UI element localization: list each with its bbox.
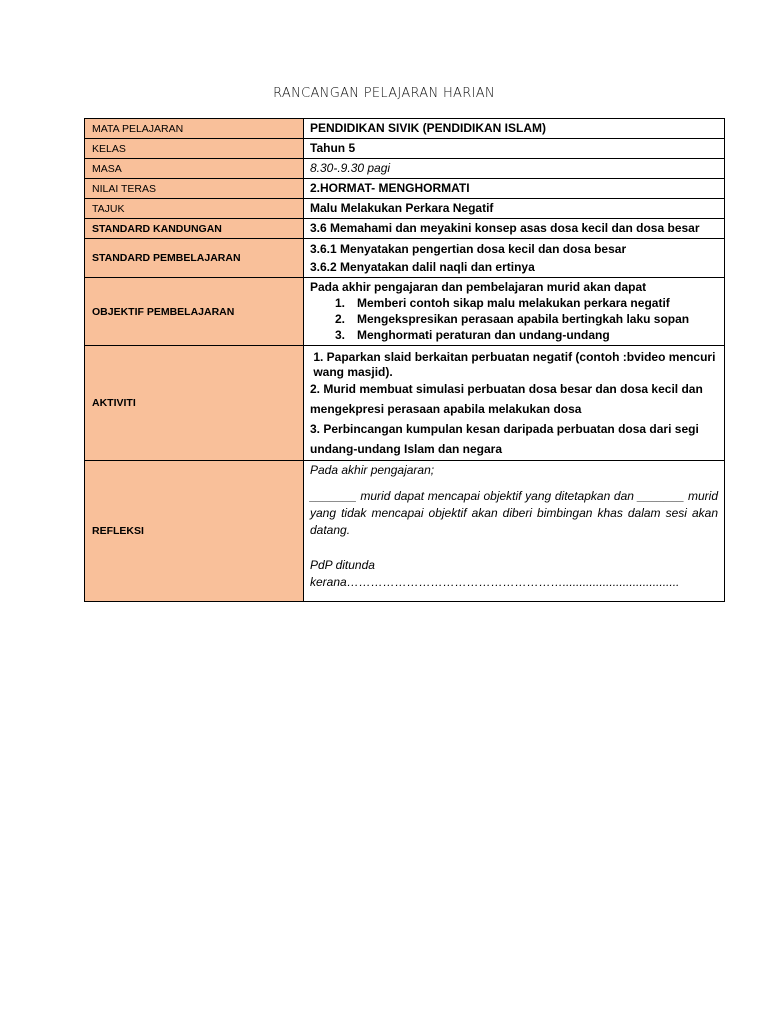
standard-pembelajaran-item: 3.6.2 Menyatakan dalil naqli dan ertinya — [310, 260, 535, 274]
aktiviti-line: 1. Paparkan slaid berkaitan perbuatan negatif (contoh :bvideo mencuri — [310, 350, 716, 364]
lesson-plan-table — [84, 118, 725, 602]
label-tajuk: TAJUK — [85, 199, 304, 219]
value-mata-pelajaran: PENDIDIKAN SIVIK (PENDIDIKAN ISLAM) — [304, 119, 725, 139]
row-standard-pembelajaran — [85, 239, 725, 278]
refleksi-intro: Pada akhir pengajaran; — [310, 463, 435, 477]
label-mata-pelajaran: MATA PELAJARAN — [85, 119, 304, 139]
row-standard-kandungan — [85, 219, 725, 239]
list-item-text: Menghormati peraturan dan undang-undang — [357, 328, 610, 342]
aktiviti-line: mengekpresi perasaan apabila melakukan dosa — [310, 402, 582, 416]
list-item — [335, 327, 718, 343]
value-masa: 8.30-.9.30 pagi — [304, 159, 725, 179]
standard-pembelajaran-item: 3.6.1 Menyatakan pengertian dosa kecil dan dosa besar — [310, 242, 627, 256]
label-masa: MASA — [85, 159, 304, 179]
value-tajuk: Malu Melakukan Perkara Negatif — [304, 199, 725, 219]
row-nilai-teras — [85, 179, 725, 199]
refleksi-pdp: PdP ditunda kerana………………………………………………................................... — [310, 558, 680, 589]
spacer — [310, 539, 718, 557]
value-objektif — [304, 278, 725, 346]
list-item-number: 3. — [335, 328, 346, 342]
objektif-intro: Pada akhir pengajaran dan pembelajaran murid akan dapat — [310, 280, 647, 294]
objektif-list — [310, 295, 718, 343]
row-kelas — [85, 139, 725, 159]
value-aktiviti — [304, 346, 725, 461]
aktiviti-line: wang masjid). — [310, 365, 393, 379]
list-item-text: Mengekspresikan perasaan apabila bertingkah laku sopan — [357, 312, 690, 326]
aktiviti-line: 2. Murid membuat simulasi perbuatan dosa besar dan dosa kecil dan — [310, 382, 703, 396]
page-title: RANCANGAN PELAJARAN HARIAN — [273, 86, 495, 101]
label-objektif: OBJEKTIF PEMBELAJARAN — [85, 278, 304, 346]
label-refleksi: REFLEKSI — [85, 461, 304, 602]
aktiviti-line: undang-undang Islam dan negara — [310, 442, 503, 456]
value-standard-kandungan: 3.6 Memahami dan meyakini konsep asas dosa kecil dan dosa besar — [304, 219, 725, 239]
list-item — [335, 295, 718, 311]
row-aktiviti — [85, 346, 725, 461]
label-aktiviti: AKTIVITI — [85, 346, 304, 461]
row-tajuk — [85, 199, 725, 219]
list-item-number: 2. — [335, 312, 346, 326]
row-refleksi — [85, 461, 725, 602]
row-objektif — [85, 278, 725, 346]
value-kelas: Tahun 5 — [304, 139, 725, 159]
list-item — [335, 311, 718, 327]
spacer — [310, 478, 718, 488]
list-item-number: 1. — [335, 296, 346, 310]
row-masa — [85, 159, 725, 179]
value-refleksi — [304, 461, 725, 602]
label-nilai-teras: NILAI TERAS — [85, 179, 304, 199]
value-nilai-teras: 2.HORMAT- MENGHORMATI — [304, 179, 725, 199]
label-kelas: KELAS — [85, 139, 304, 159]
list-item-text: Memberi contoh sikap malu melakukan perkara negatif — [357, 296, 670, 310]
aktiviti-line: 3. Perbincangan kumpulan kesan daripada perbuatan dosa dari segi — [310, 422, 699, 436]
row-mata-pelajaran — [85, 119, 725, 139]
value-standard-pembelajaran — [304, 239, 725, 278]
label-standard-pembelajaran: STANDARD PEMBELAJARAN — [85, 239, 304, 278]
refleksi-paragraph: _______ murid dapat mencapai objektif yang ditetapkan dan _______ murid yang tidak mencapai objektif akan diberi bimbingan khas dalam sesi akan datang. — [310, 489, 718, 537]
label-standard-kandungan: STANDARD KANDUNGAN — [85, 219, 304, 239]
